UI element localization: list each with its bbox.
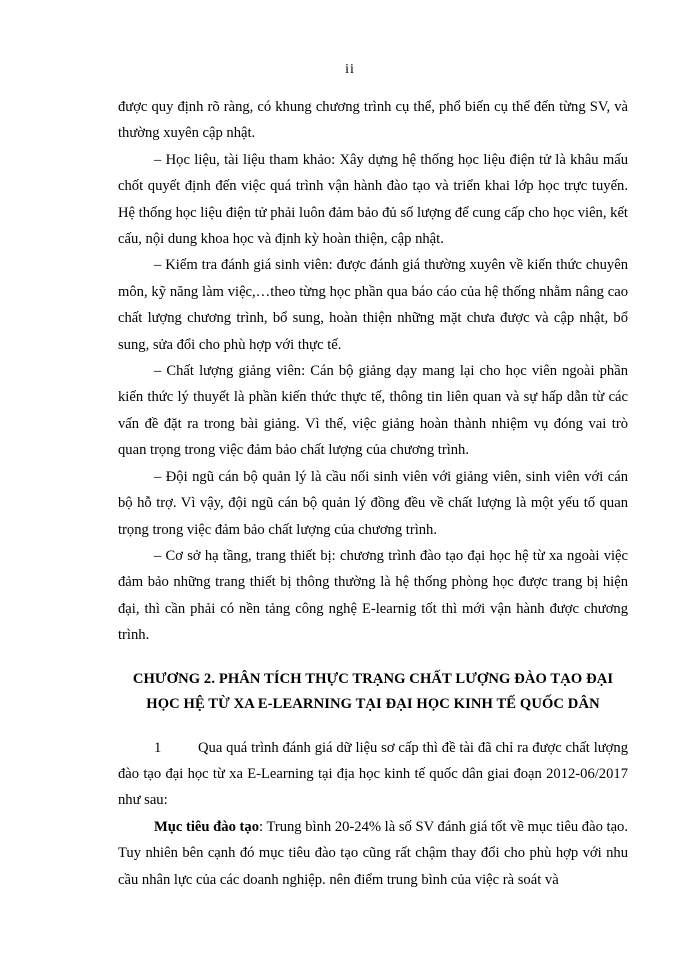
objective-label: Mục tiêu đào tạo (154, 818, 259, 835)
objective-text: : Trung bình 20-24% là số SV đánh giá tốt về mục tiêu đào tạo. Tuy nhiên bên cạnh đó mục tiêu đào tạo cũng rất chậm thay đổi cho phù hợp với nhu cầu nhân lực của các doanh nghiệp. nên điểm trung bình của việc rà soát và (118, 818, 629, 888)
paragraph-number: 1 (154, 739, 162, 756)
page-number: ii (345, 62, 355, 77)
paragraph-management-staff: – Đội ngũ cán bộ quản lý là cầu nối sinh viên với giảng viên, sinh viên với cán bộ hỗ trợ. Vì vậy, đội ngũ cán bộ quản lý đồng đều về chất lượng là một yếu tố quan trọng trong việc đảm bảo chất lượng của chương trình. (118, 468, 628, 538)
chapter-heading (118, 667, 628, 717)
chapter-heading-line-1: CHƯƠNG 2. PHÂN TÍCH THỰC TRẠNG CHẤT LƯỢNG ĐÀO TẠO ĐẠI (132, 670, 614, 687)
numbered-paragraph-text: Qua quá trình đánh giá dữ liệu sơ cấp thì đề tài đã chỉ ra được chất lượng đào tạo đại học từ xa E-Learning tại địa học kinh tế quốc dân giai đoạn 2012-06/2017 như sau: (118, 739, 628, 809)
paragraph-learning-materials: – Học liệu, tài liệu tham khảo: Xây dựng hệ thống học liệu điện tử là khâu mấu chốt quyết định đến việc quá trình vận hành đào tạo và triển khai lớp học trực tuyến. Hệ thống học liệu điện tử phải luôn đảm bảo đủ số lượng để cung cấp cho học viên, kết cấu, nội dung khoa học và định kỳ hoàn thiện, cập nhật. (118, 151, 628, 248)
document-body (118, 94, 628, 893)
paragraph-student-assessment: – Kiểm tra đánh giá sinh viên: được đánh giá thường xuyên về kiến thức chuyên môn, kỹ năng làm việc,…theo từng học phần qua báo cáo của hệ thống nhằm nâng cao chất lượng chương trình, bổ sung, hoàn thiện những mặt chưa được và cập nhật, bổ sung, sửa đổi cho phù hợp với thực tế. (118, 257, 628, 353)
chapter-heading-line-2: HỌC HỆ TỪ XA E-LEARNING TẠI ĐẠI HỌC KINH TẾ QUỐC DÂN (146, 695, 600, 712)
paragraph-training-objectives (118, 814, 628, 893)
paragraph-infrastructure: – Cơ sở hạ tầng, trang thiết bị: chương trình đào tạo đại học hệ từ xa ngoài việc đảm bảo những trang thiết bị thông thường là hệ thống phòng học được trang bị hiện đại, thì cần phải có nền tảng công nghệ E-learnig tốt thì mới vận hành được chương trình. (118, 547, 628, 644)
numbered-paragraph (118, 735, 628, 814)
paragraph-continuation: được quy định rõ ràng, có khung chương trình cụ thể, phổ biến cụ thể đến từng SV, và thường xuyên cập nhật. (118, 99, 628, 142)
paragraph-lecturer-quality: – Chất lượng giảng viên: Cán bộ giảng dạy mang lại cho học viên ngoài phần kiến thức lý thuyết là phần kiến thức thực tế, thông tin liên quan và sự hấp dẫn từ các vấn đề đặt ra trong bài giảng. Vì thế, việc giảng hoàn thành nhiệm vụ đóng vai trò quan trọng trong việc đảm bảo chất lượng của chương trình. (118, 363, 628, 459)
